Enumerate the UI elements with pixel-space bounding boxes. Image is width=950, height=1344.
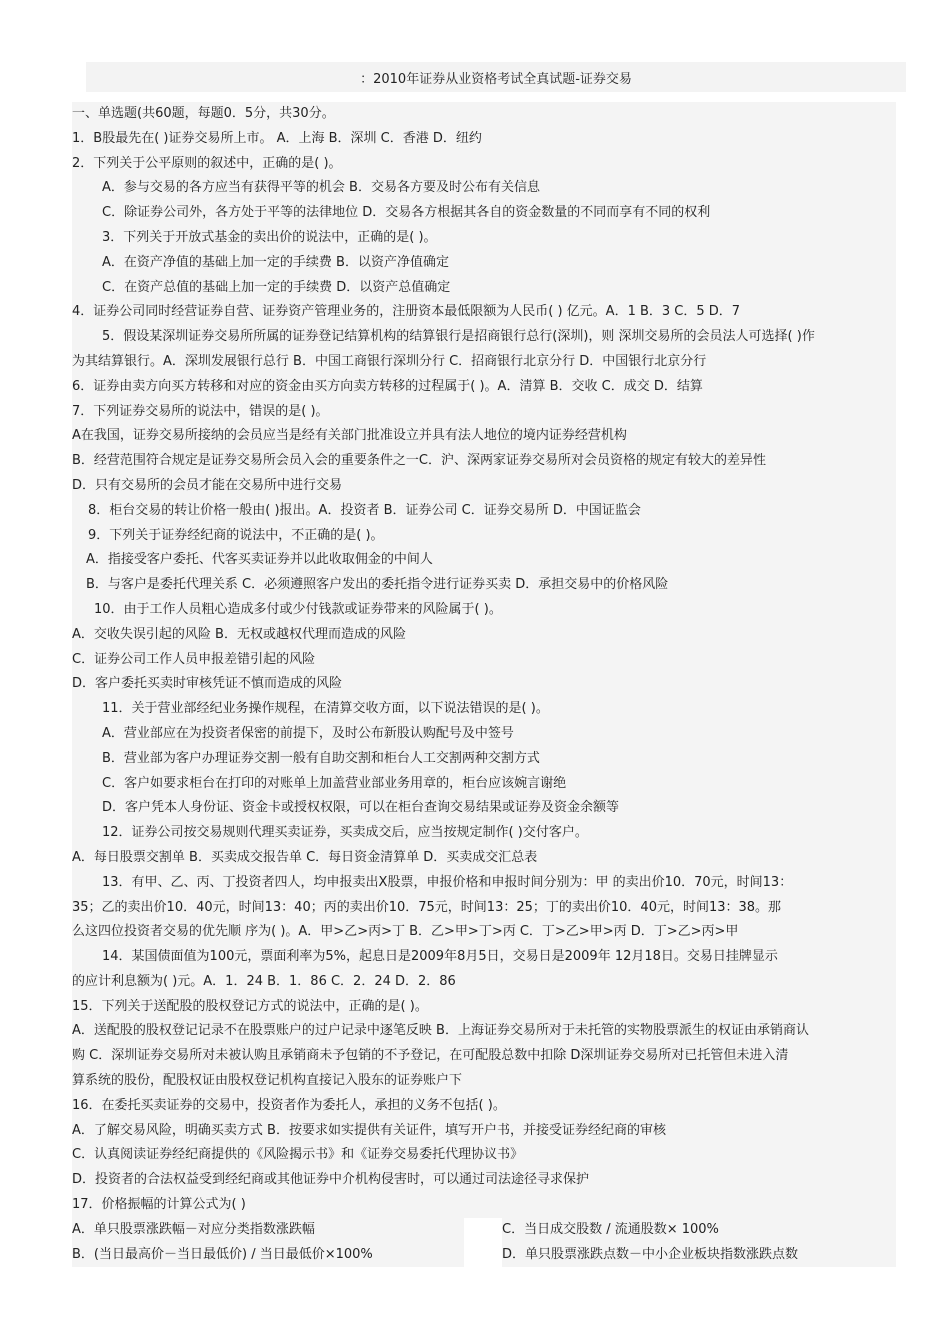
text-line: D．投资者的合法权益受到经纪商或其他证券中介机构侵害时，可以通过司法途径寻求保护: [72, 1172, 590, 1188]
text-line: 一、单选题(共60题，每题0．5分，共30分。: [72, 106, 335, 121]
text-line: 算系统的股份，配股权证由股权登记机构直接记入股东的证券账户下: [72, 1073, 463, 1089]
text-line: A．送配股的股权登记记录不在股票账户的过户记录中逐笔反映 B．上海证券交易所对于未托管的实物股票派生的权证由承销商认: [72, 1023, 809, 1039]
text-line: 为其结算银行。A．深圳发展银行总行 B．中国工商银行深圳分行 C．招商银行北京分行 D．中国银行北京分行: [72, 353, 707, 369]
text-line: 7．下列证券交易所的说法中，错误的是( )。: [72, 403, 329, 419]
text-line: A．参与交易的各方应当有获得平等的机会 B．交易各方要及时公布有关信息: [102, 180, 540, 196]
text-line: 11．关于营业部经纪业务操作规程，在清算交收方面，以下说法错误的是( )。: [102, 701, 549, 717]
text-line: 5．假设某深圳证券交易所所属的证券登记结算机构的结算银行是招商银行总行(深圳)，则 深圳交易所的会员法人可选择( )作: [102, 329, 815, 345]
text-line: C．除证券公司外，各方处于平等的法律地位 D．交易各方根据其各自的资金数量的不同而享有不同的权利: [102, 205, 711, 221]
text-line: A．指接受客户委托、代客买卖证券并以此收取佣金的中间人: [86, 552, 433, 568]
text-line: A．在资产净值的基础上加一定的手续费 B．以资产净值确定: [102, 254, 449, 270]
text-line: 8．柜台交易的转让价格一般由( )报出。A．投资者 B．证券公司 C．证券交易所 D．中国证监会: [88, 502, 641, 518]
text-line: 3．下列关于开放式基金的卖出价的说法中，正确的是( )。: [102, 229, 437, 245]
text-line: A．每日股票交割单 B．买卖成交报告单 C．每日资金清算单 D．买卖成交汇总表: [72, 849, 538, 865]
text-line: B．经营范围符合规定是证券交易所会员入会的重要条件之一C．沪、深两家证券交易所对会员资格的规定有较大的差异性: [72, 453, 766, 469]
text-line: D．客户凭本人身份证、资金卡或授权权限，可以在柜台查询交易结果或证券及资金余额等: [102, 800, 620, 816]
text-line: 么这四位投资者交易的优先顺 序为( )。A．甲>乙>丙>丁 B．乙>甲>丁>丙 C．丁>乙>甲>丙 D．丁>乙>丙>甲: [72, 924, 739, 940]
text-line: 15．下列关于送配股的股权登记方式的说法中，正确的是( )。: [72, 998, 428, 1014]
text-line: 10．由于工作人员粗心造成多付或少付钱款或证券带来的风险属于( )。: [94, 601, 502, 617]
text-line: 2．下列关于公平原则的叙述中，正确的是( )。: [72, 155, 342, 171]
column-gap: [464, 1243, 502, 1268]
text-line: 4．证券公司同时经营证券自营、证券资产管理业务的，注册资本最低限额为人民币( ) 亿元。A．1 B．3 C．5 D．7: [72, 304, 741, 320]
option-left: A．单只股票涨跌幅－对应分类指数涨跌幅: [72, 1221, 315, 1237]
text-line: A．营业部应在为投资者保密的前提下，及时公布新股认购配号及中签号: [102, 725, 514, 741]
text-line: C．认真阅读证券经纪商提供的《风险揭示书》和《证券交易委托代理协议书》: [72, 1147, 524, 1163]
text-line: 12．证券公司按交易规则代理买卖证券，买卖成交后，应当按规定制作( )交付客户。: [102, 825, 588, 841]
option-right: C．当日成交股数 / 流通股数× 100%: [502, 1221, 719, 1237]
question-body: [72, 102, 896, 1267]
text-line: 9．下列关于证券经纪商的说法中，不正确的是( )。: [88, 527, 384, 543]
text-line: C．客户如要求柜台在打印的对账单上加盖营业部业务用章的，柜台应该婉言谢绝: [102, 775, 567, 791]
text-line: C．在资产总值的基础上加一定的手续费 D．以资产总值确定: [102, 279, 451, 295]
text-line: A．了解交易风险，明确买卖方式 B．按要求如实提供有关证件，填写开户书，并接受证券经纪商的审核: [72, 1122, 666, 1138]
text-line: A在我国，证券交易所接纳的会员应当是经有关部门批准设立并具有法人地位的境内证券经营机构: [72, 428, 627, 444]
option-right: D．单只股票涨跌点数－中小企业板块指数涨跌点数: [502, 1246, 799, 1262]
column-gap: [464, 1218, 502, 1243]
text-line: C．证券公司工作人员申报差错引起的风险: [72, 651, 316, 667]
option-left: B．(当日最高价－当日最低价) / 当日最低价×100%: [72, 1246, 373, 1262]
title-band: [86, 62, 906, 92]
text-line: 的应计利息额为( )元。A．1．24 B．1．86 C．2．24 D．2．86: [72, 973, 456, 989]
text-line: B．与客户是委托代理关系 C．必须遵照客户发出的委托指令进行证券买卖 D．承担交易中的价格风险: [86, 577, 669, 593]
option-row: [72, 1243, 896, 1268]
text-line: 17．价格振幅的计算公式为( ): [72, 1197, 246, 1213]
text-line: D．只有交易所的会员才能在交易所中进行交易: [72, 477, 343, 493]
document-title: ：2010年证券从业资格考试全真试题-证券交易: [360, 72, 632, 87]
option-row: [72, 1218, 896, 1243]
text-line: B．营业部为客户办理证券交割一般有自助交割和柜台人工交割两种交割方式: [102, 750, 540, 766]
text-line: 1．B股最先在( )证券交易所上市。 A．上海 B．深圳 C．香港 D．纽约: [72, 130, 482, 146]
text-line: 购 C．深圳证券交易所对未被认购且承销商未予包销的不予登记，在可配股总数中扣除 D深圳证券交易所对已托管但未进入清: [72, 1048, 789, 1064]
text-line: 6．证券由卖方向买方转移和对应的资金由买方向卖方转移的过程属于( )。A．清算 B．交收 C．成交 D．结算: [72, 378, 703, 394]
text-line: 14．某国债面值为100元，票面利率为5%，起息日是2009年8月5日，交易日是2009年 12月18日。交易日挂牌显示: [102, 949, 778, 965]
text-line: 13．有甲、乙、丙、丁投资者四人，均申报卖出X股票，申报价格和申报时间分别为：甲 的卖出价10．70元，时间13：: [102, 874, 793, 890]
text-line: 16．在委托买卖证券的交易中，投资者作为委托人，承担的义务不包括( )。: [72, 1097, 506, 1113]
text-line: D．客户委托买卖时审核凭证不慎而造成的风险: [72, 676, 343, 692]
text-line: 35；乙的卖出价10．40元，时间13：40；丙的卖出价10．75元，时间13：25；丁的卖出价10．40元，时间13：38。那: [72, 899, 782, 915]
text-line: A．交收失误引起的风险 B．无权或越权代理而造成的风险: [72, 626, 406, 642]
